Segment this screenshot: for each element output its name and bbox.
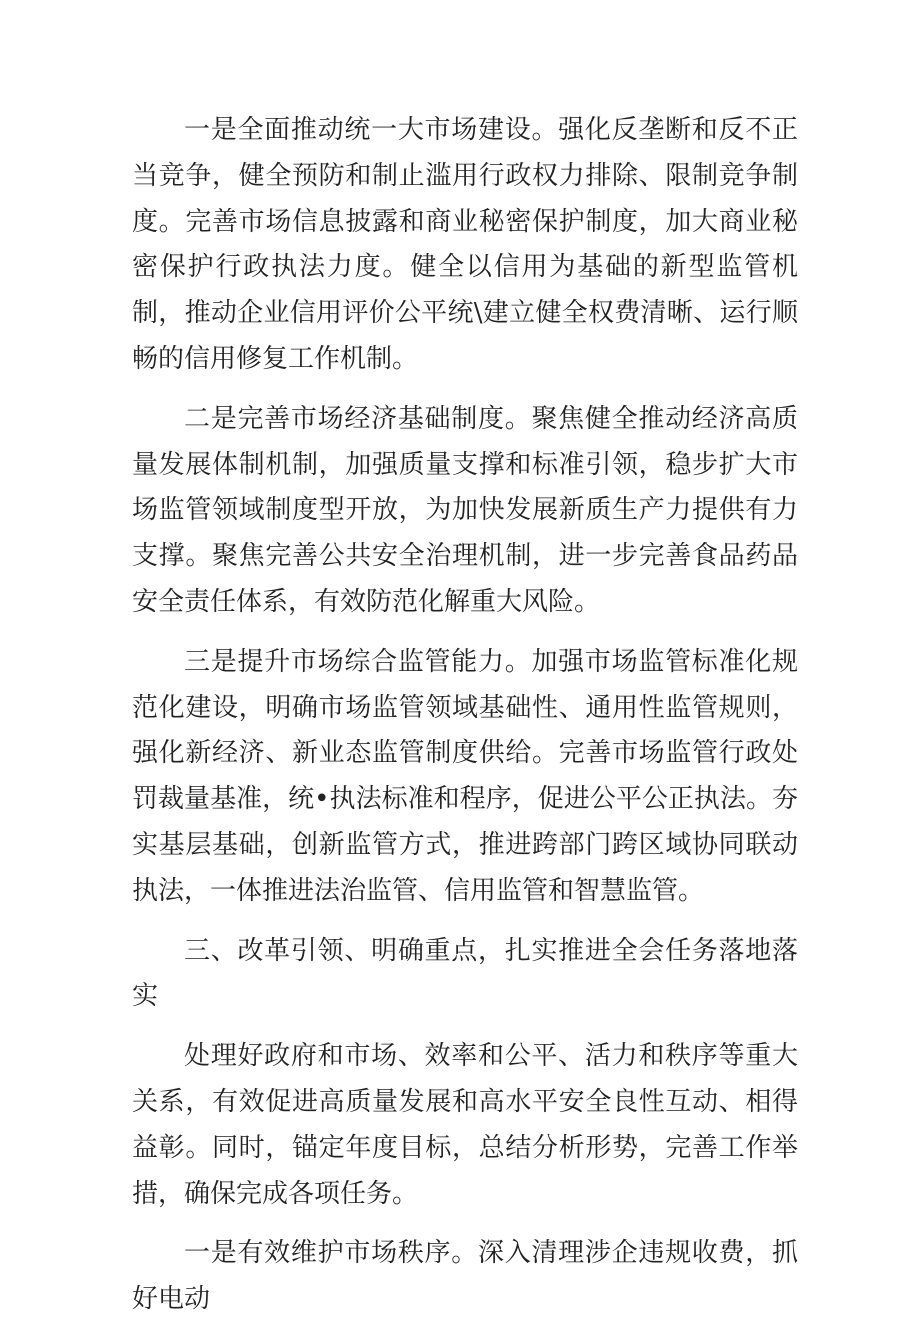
paragraph-unified-market: 一是全面推动统一大市场建设。强化反垄断和反不正当竞争，健全预防和制止滥用行政权力排除、限制竞争制度。完善市场信息披露和商业秘密保护制度，加大商业秘密保护行政执法力度。健全以信用为基础的新型监管机制，推动企业信用评价公平统\建立健全权费清晰、运行顺畅的信用修复工作机制。 (132, 115, 798, 374)
paragraph-market-economy-system: 二是完善市场经济基础制度。聚焦健全推动经济高质量发展体制机制，加强质量支撑和标准引领，稳步扩大市场监管领域制度型开放，为加快发展新质生产力提供有力支撑。聚焦完善公共安全治理机制，进一步完善食品药品安全责任体系，有效防范化解重大风险。 (132, 403, 798, 617)
section-heading-reform: 三、改革引领、明确重点，扎实推进全会任务落地落实 (132, 935, 798, 1012)
document-body (132, 108, 798, 1337)
paragraph-comprehensive-supervision: 三是提升市场综合监管能力。加强市场监管标准化规范化建设，明确市场监管领域基础性、通用性监管规则，强化新经济、新业态监管制度供给。完善市场监管行政处罚裁量基准，统•执法标准和程序，促进公平公正执法。夯实基层基础，创新监管方式，推进跨部门跨区域协同联动执法，一体推进法治监管、信用监管和智慧监管。 (132, 646, 798, 906)
paragraph-market-order: 一是有效维护市场秩序。深入清理涉企违规收费，抓好电动 (132, 1238, 798, 1315)
paragraph-key-relationships: 处理好政府和市场、效率和公平、活力和秩序等重大关系，有效促进高质量发展和高水平安全良性互动、相得益彰。同时，锚定年度目标，总结分析形势，完善工作举措，确保完成各项任务。 (132, 1041, 798, 1209)
